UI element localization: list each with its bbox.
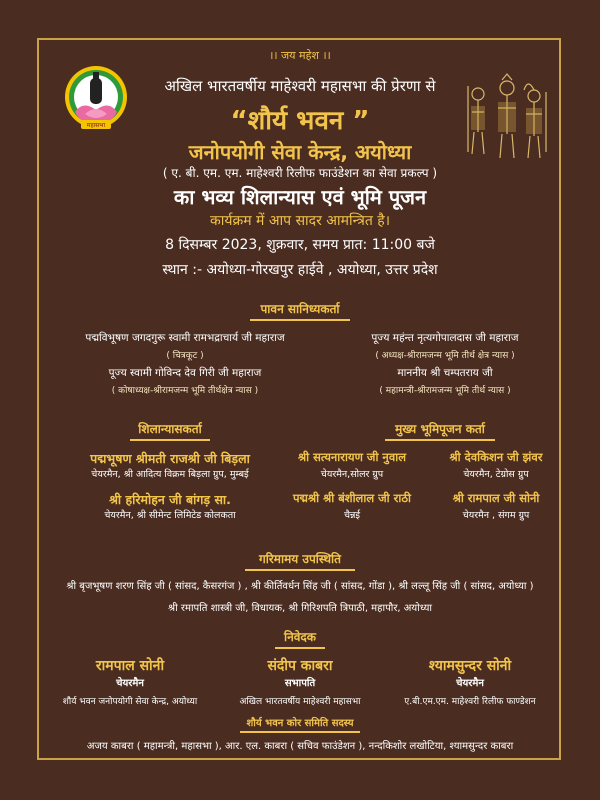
nivedak-2-name: संदीप काबरा (267, 658, 333, 674)
garima-line-2: श्री रमापति शास्त्री जी, विधायक, श्री गिरिशपति त्रिपाठी, महापौर, अयोध्या (168, 603, 432, 614)
committee-heading: शौर्य भवन कोर समिति सदस्य (200, 715, 400, 733)
pavan-person-1-role: ( चित्रकूट ) (166, 351, 204, 361)
bhumipujan-person-3-role: चैन्नई (343, 510, 361, 521)
shilanyas-heading: शिलान्यासकर्ता (80, 420, 260, 441)
nivedak-3-name: श्यामसुन्दर सोनी (428, 658, 512, 674)
bhumipujan-heading: मुख्य भूमिपूजन कर्ता (340, 420, 540, 441)
pavan-person-2-role: ( अध्यक्ष-श्रीरामजन्म भूमि तीर्थ क्षेत्र न्यास ) (375, 351, 515, 361)
pavan-person-3-name: पूज्य स्वामी गोविन्द देव गिरी जी महाराज (108, 367, 262, 379)
inspiration-line: अखिल भारतवर्षीय माहेश्वरी महासभा की प्रेरणा से (164, 77, 436, 95)
pavan-person-4-name: माननीय श्री चम्पतराय जी (397, 367, 493, 379)
bhumipujan-person-2-role: चेयरमैन, टेग्रोस ग्रुप (463, 469, 529, 480)
invite-line: कार्यक्रम में आप सादर आमन्त्रित है। (209, 213, 391, 229)
jai-mahesh: ।। जय महेश ।। (269, 49, 331, 62)
nivedak-heading: निवेदक (250, 628, 350, 649)
nivedak-3-title: चेयरमैन (456, 678, 484, 689)
shilanyas-person-2-role: चेयरमैन, श्री सीमेन्ट लिमिटेड कोलकता (104, 510, 236, 521)
nivedak-1-org: शौर्य भवन जनोपयोगी सेवा केन्द्र, अयोध्या (62, 697, 198, 707)
committee-members: अजय काबरा ( महामन्त्री, महासभा ), आर. एल. काबरा ( सचिव फाउंडेशन ), नन्दकिशोर लखोटिया, श्यामसुन्दर काबरा (86, 741, 514, 752)
bhumipujan-person-2-name: श्री देवकिशन जी झंवर (449, 450, 543, 464)
date-time: 8 दिसम्बर 2023, शुक्रवार, समय प्रात: 11:00 बजे (165, 237, 435, 253)
project-line: ( ए. बी. एम. एम. माहेश्वरी रिलीफ फाउंडेशन का सेवा प्रकल्प ) (162, 166, 438, 180)
garima-line-1: श्री बृजभूषण शरण सिंह जी ( सांसद, कैसरगंज ) , श्री कीर्तिवर्धन सिंह जी ( सांसद, गोंडा ), श्री लल्लू सिंह जी ( सांसद, अयोध्या ) (66, 581, 534, 592)
shilanyas-person-2-name: श्री हरिमोहन जी बांगड़ सा. (109, 492, 231, 507)
bhumipujan-person-1-name: श्री सत्यनारायण जी नुवाल (297, 450, 406, 464)
nivedak-2-org: अखिल भारतवर्षीय माहेश्वरी महासभा (239, 697, 361, 707)
bhumipujan-person-3-name: पद्मश्री श्री बंशीलाल जी राठी (292, 491, 411, 505)
venue: स्थान :- अयोध्या-गोरखपुर हाईवे , अयोध्या, उत्तर प्रदेश (162, 262, 438, 278)
pavan-person-3-role: ( कोषाध्यक्ष-श्रीरामजन्म भूमि तीर्थक्षेत्र न्यास ) (111, 386, 259, 396)
pavan-heading: पावन सानिध्यकर्ता (200, 300, 400, 321)
bhumipujan-person-4-name: श्री रामपाल जी सोनी (452, 491, 540, 505)
bhumipujan-person-1-role: चेयरमैन,सोलर ग्रुप (320, 469, 384, 480)
bhumipujan-person-4-role: चेयरमैन , संगम ग्रुप (462, 510, 530, 521)
logo-text: महासभा (86, 122, 106, 129)
nivedak-1-name: रामपाल सोनी (95, 658, 165, 674)
nivedak-3-org: ए.बी.एम.एम. माहेश्वरी रिलीफ फाण्डेशन (404, 697, 536, 707)
nivedak-1-title: चेयरमैन (116, 678, 144, 689)
nivedak-2-title: सभापति (284, 678, 316, 689)
pavan-person-1-name: पद्मविभूषण जगदगुरू स्वामी रामभद्राचार्य जी महाराज (85, 332, 285, 344)
shilanyas-person-1-role: चेयरमैन, श्री आदित्य विक्रम बिड़ला ग्रुप, मुम्बई (91, 469, 249, 480)
event-title: “शौर्य भवन ” (230, 106, 370, 136)
garima-heading: गरिमामय उपस्थिति (200, 550, 400, 571)
shilanyas-person-1-name: पद्मभूषण श्रीमती राजश्री जी बिड़ला (90, 451, 250, 466)
pavan-person-2-name: पूज्य महंन्त नृत्यगोपालदास जी महाराज (371, 332, 519, 344)
pavan-person-4-role: ( महामन्त्री-श्रीरामजन्म भूमि तीर्थ न्यास ) (379, 386, 511, 396)
center-name: जनोपयोगी सेवा केन्द्र, अयोध्या (188, 140, 412, 164)
event-description: का भव्य शिलान्यास एवं भूमि पूजन (173, 185, 427, 209)
